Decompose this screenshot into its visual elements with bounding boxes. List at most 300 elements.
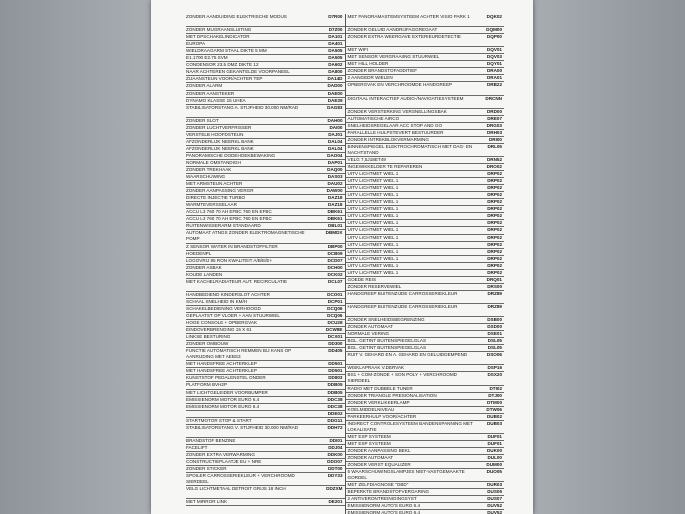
option-description: HANDBEDIEND KINDERSLOT ACHTER [186,291,270,297]
table-row [186,14,345,27]
option-description: AUTOMAAT ATNGS ZONDER ELEKTROMAGNETISCHE POMP [186,230,305,242]
option-code: DRS00 [487,283,502,289]
table-row [346,14,505,27]
table-row [346,372,505,385]
table-row [186,306,345,313]
table-row [186,341,345,348]
table-row [186,279,345,292]
option-description: HANDGREEP BUITENZIJDE CARROSSERIEKLEUR [347,303,458,309]
table-row [346,242,505,249]
option-code: DAL04 [327,145,343,151]
option-description: MET SENSOR VERGRAAIING STUURWIEL [347,54,440,60]
table-row [186,390,345,397]
table-row [186,188,345,195]
option-code: DDI01 [329,437,343,443]
table-row [186,445,345,452]
option-description: ZONDER BRANDSTOFADDITIEF [347,68,418,74]
table-row [186,139,345,146]
option-code: DSD00 [487,324,502,330]
table-row [186,195,345,202]
option-code: DRE07 [487,115,502,121]
option-description: WISKLAPRAAK V.DERVAK [347,365,405,371]
table-row [186,327,345,334]
table-row [186,299,345,306]
option-description: ACCU L3 760 70 AH EFBC 760 EN EFBC [186,216,272,222]
table-row [186,118,345,125]
option-description: MET HANDSFREE ACHTERKLEP [186,361,257,367]
option-description: ZONDER ASBAK [186,264,222,270]
option-description: RUITENWISSERARM STANDAARD [186,223,261,229]
table-row [186,27,345,34]
option-code: DDB05 [327,389,343,395]
option-description: KOELMIDDELNIVEAU [347,406,395,412]
option-description: ZONDER EXTRA WEERGAVE EXTERIEURDETECTIE [347,34,461,40]
option-code: DUM00 [486,462,502,468]
option-description: MET MIRROR LINK [186,499,228,505]
table-row [186,34,345,41]
option-description: INDIRECT CONTROLESYSTEEM BANDENSPANNING MET LOKALISATIE [347,420,473,432]
option-code: DE201 [328,499,343,505]
option-description: UITV LICHTMET WIEL 1 [347,255,399,261]
table-row [346,123,505,130]
table-row [186,459,345,466]
option-code: DDT00 [327,466,343,472]
table-row [346,157,505,164]
option-code: DQP00 [486,34,502,40]
option-description: FACELIFT [186,444,208,450]
option-description: ZONDER SLOT [186,117,219,123]
option-description: RUIT V. GEHARD EN A. GEHARD EN GELUIDDEMPEND [347,352,468,358]
option-description: BGL. GETINT BUITENSPIEGELGLAS [347,345,427,351]
option-code: DD501 [328,368,343,374]
option-code: DQK02 [486,14,502,19]
option-code: DRP02 [487,262,502,268]
table-row [186,348,345,361]
table-row [186,244,345,251]
table-row [186,258,345,265]
option-code: DDK00 [327,451,343,457]
table-row [186,320,345,327]
option-code: DSP16 [487,365,502,371]
table-row [346,291,505,304]
table-row [346,462,505,469]
option-code: DQM00 [486,27,502,33]
option-description: MET WIFI [347,47,369,53]
option-description: ZONDER RESERVEWIEL [347,283,402,289]
table-row [346,82,505,95]
table-row [346,400,505,407]
option-description: ZONDER EXTRA VERWARMING [186,451,255,457]
option-code: DA505 [328,48,343,54]
option-code: DDC38 [327,403,343,409]
option-description: ZONDER GELUID AANDRIJFAGGREGAAT [347,27,438,33]
table-row [346,206,505,213]
option-description: UITV LICHTMET WIEL 1 [347,269,399,275]
option-description: MET KACHELRADIATEUR AUT. RECIRCULATIE [186,278,288,284]
option-description: EINDOVERBRENGING 15 X 61 [186,327,252,333]
option-code: DTM00 [486,399,502,405]
option-code: DAZ18 [327,195,343,201]
option-description: EMISSIENORM MOTOR EURO 6.4 [186,396,260,402]
table-row [346,277,505,284]
option-code: DRP02 [487,248,502,254]
option-description: RADIO MET DUBBELE TUNER [347,385,413,391]
option-description: HOEDENPL [186,250,212,256]
option-description: NORMALE VERING [347,331,390,337]
option-code: DCP01 [327,298,343,304]
option-code: DDH72 [327,424,343,430]
option-description: MET ARMSTEUN ACHTER [186,181,243,187]
option-description: OPBERGVAK EN VERCHROOMDE HANDGREEP [347,82,453,88]
option-description: MET PANORAMASTEMSYSTEEM ACHTER VISIO PARK 1 [347,14,470,19]
option-description: WAARSCHUWING [186,174,226,180]
option-code: DRI00 [488,136,502,142]
option-description: LINKSE BESTURING [186,334,231,340]
table-row [186,174,345,181]
option-code: DDO07 [327,459,343,464]
option-code: DSB00 [487,317,502,323]
option-code: DA602 [328,62,343,68]
option-description: UITV LICHTMET WIEL 1 [347,185,399,191]
option-code: DRP02 [487,234,502,240]
table-row [186,181,345,188]
option-code: DRH03 [486,129,502,135]
option-description: WARMTEVERSSELAAR [186,202,237,208]
option-description: UITV LICHTMET WIEL 1 [347,171,399,177]
option-description: MET HANDSFREE ACHTERKLEP [186,368,257,374]
option-description: ZONDER TRIANGLE PRESIONALISATION [347,392,437,398]
option-description: ZONDER AANPASSING BEKL [347,447,411,453]
table-row [186,265,345,272]
option-description: ZONDER SNELHEIDSBEGRENZING [347,317,425,323]
option-code: DUF01 [487,433,502,439]
option-code: DUL00 [487,455,502,460]
option-code: DRP02 [487,220,502,226]
option-code: DSE01 [487,331,502,337]
table-row [346,34,505,47]
option-description: EMISSIENORM AUTO'S EURO 6.4 [347,503,421,509]
option-code: DAL04 [327,138,343,144]
option-code: DBL01 [327,223,343,229]
option-description: UITV LICHTMET WIEL 1 [347,248,399,254]
table-row [186,466,345,473]
option-description: STABILISATORSTANG V. STIJFHEID 30.000 NM/RAD [186,424,299,430]
option-code: D7R00 [328,14,343,19]
table-row [346,249,505,256]
option-description: 5 WAARSCHUWINGSLAMPJES NIET-VASTGEMAAKTE GORDEL [347,469,465,481]
option-description: BINNENSPIEGEL ELEKTROCHROMATISCH MET DAG- EN NACHTSTAND [347,143,473,155]
table-row [186,105,345,118]
table-row [186,411,345,418]
option-code: DCK02 [327,271,343,277]
option-code: DRP02 [487,255,502,261]
option-description: ZONDER INTREKBLOKVERMARMING [347,136,429,142]
option-description: E1.1700 E2.75 SVM [186,55,228,61]
option-description: UITV LICHTMET WIEL 1 [347,227,399,233]
option-code: DA800 [328,69,343,75]
table-row [346,393,505,400]
table-row [346,338,505,345]
table-row [186,167,345,174]
table-row [186,216,345,223]
option-code: DUB02 [486,413,502,419]
option-code: DDG11 [327,417,343,423]
option-code: DAE00 [327,90,343,96]
option-code: DTJ00 [488,392,502,398]
option-description: EUROPA [186,41,206,47]
option-code: DDY33 [327,473,343,479]
table-row [346,469,505,482]
option-description: SPOILER CARROSSERIEKLEUR + VERCHROOMD SIERDEEL [186,473,295,485]
option-code: DDB05 [327,382,343,388]
desk-background-right [535,0,685,514]
option-description: EMISSIENORM AUTO'S EURO 6.4 [347,510,421,514]
table-row [346,455,505,462]
option-code: DA14D [327,76,343,82]
option-description: ZONDER LUCHTVERFRISSER [186,124,252,130]
option-code: DUR03 [486,482,502,488]
table-row [186,251,345,258]
table-row [346,434,505,441]
option-description: WIELDRAAGARM STAAL DIKTE 5 MM [186,48,267,54]
option-description: BEPERKTE BRANDSTOFVERGARING [347,489,430,495]
options-table [186,14,504,514]
table-row [186,292,345,299]
option-code: DAS03 [327,174,343,180]
table-row [346,130,505,137]
option-description: SNELHEIDSREGELAAR ACC STOP AND GO [347,122,443,128]
table-row [346,489,505,496]
table-row [186,146,345,153]
table-row [346,414,505,421]
table-row [186,361,345,368]
option-code: DAG83 [327,104,343,110]
option-code: DBP00 [327,243,343,249]
option-description: EMISSIENORM MOTOR EURO 6.4 [186,403,260,409]
option-description: ZONDER TREKHAAK [186,167,232,173]
option-description: BS1 + COM-ZONDE + SON POLY + VERCHROOMD SIERDEEL [347,372,457,384]
table-row [346,496,505,503]
option-code: DRP02 [487,171,502,177]
option-description: HOGE CONSOLE + OPBERGVAK [186,320,258,326]
table-row [186,153,345,160]
option-code: DAD00 [327,83,343,89]
table-row [346,178,505,185]
table-row [346,365,505,372]
option-code: DTW06 [486,406,502,412]
option-code: DUS05 [487,489,502,495]
option-description: STARTMOTOR STOP & START [186,417,252,423]
option-code: DCQ06 [327,305,343,311]
option-description: PARALLELLE HULPSTEVERT BESTUURDER [347,129,444,135]
table-row [346,61,505,68]
table-row [346,68,505,75]
option-code: DRP02 [487,178,502,184]
option-code: DBMDX [325,230,343,236]
option-description: PARKEERHULP VOOR/ACHTER [347,413,417,419]
option-code: DAP01 [327,159,343,165]
option-code: DUK00 [486,447,502,453]
option-description: PANORAMISCHE DODEHOEKBEWAKING [186,152,276,158]
table-row [346,27,505,34]
option-description: NORMALE OMSTANDIGH [186,159,241,165]
option-code: DCX01 [327,334,343,340]
option-description: UITV LICHTMET WIEL 1 [347,234,399,240]
right-column [345,14,505,514]
table-row [346,171,505,178]
table-row [346,407,505,414]
table-row [346,503,505,510]
option-code: DUV52 [487,510,502,514]
table-row [186,382,345,389]
option-description: DIRECTE INJECTIE TURBO [186,195,246,201]
option-code: DRP02 [487,213,502,219]
table-row [346,317,505,324]
option-description: Z SENSOR WATER IN BRANDSTOFFILTER [186,243,278,249]
table-row [346,164,505,171]
table-row [186,418,345,425]
option-code: DRD00 [486,108,502,114]
option-description: ZIJAANSTEUN VOOR/ACHTER TEP [186,76,263,82]
option-code: DRP02 [487,185,502,191]
option-description: AFZONDERLIJK NEERKL BANK [186,145,254,151]
option-description: DYNAMO KLASSE 15 UHEA [186,97,246,103]
option-description: ACCU L3 760 70 AH EFBC 760 EN EFBC [186,209,272,215]
option-code: DD405 [328,348,343,354]
option-code: DRP02 [487,206,502,212]
option-description: ZONDER STICKER [186,466,227,472]
option-description: UITV LICHTMET WIEL 1 [347,241,399,247]
option-code: DUF01 [487,440,502,446]
option-code: DSL05 [487,338,502,344]
table-row [346,386,505,393]
option-code: DA505 [328,55,343,61]
option-code: DAJ01 [328,131,343,137]
table-row [186,209,345,216]
option-description: KUNSTSTOF PEDALENSTEL ONDER [186,375,266,381]
option-code: DSO06 [486,352,502,358]
table-row [186,334,345,341]
option-code: DD300 [328,341,343,347]
table-row [186,425,345,438]
table-row [186,438,345,445]
option-code: DRP02 [487,269,502,275]
option-description: VELG 7,5J18ET49 [347,156,386,162]
option-code: DRQ01 [486,276,502,282]
table-row [186,41,345,48]
desk-background-left [0,0,150,514]
table-row [346,192,505,199]
option-description: 2 AANGEDR WIELEN [347,75,393,81]
table-row [346,116,505,123]
option-description: STABILISATORSTANG A. STIJFHEID 30.000 NM/RAD [186,104,299,110]
table-row [186,125,345,132]
option-code: DCD07 [327,257,343,263]
option-code: DD803 [328,375,343,381]
table-row [346,304,505,317]
option-code: DRA01 [486,75,502,81]
option-code: DRA00 [486,68,502,74]
option-description: PLATFORM BVH2P [186,382,228,388]
option-description: VELG LICHTMETAAL DETROIT GRIJS 18 INCH [186,486,286,492]
option-description: 2 ANTIVERONTREINIGINGSYST [347,496,417,502]
option-code: DDE02 [327,410,343,416]
option-code: DDC38 [327,396,343,402]
option-code: DRZ89 [487,303,502,309]
table-row [346,448,505,455]
table-row [346,331,505,338]
option-code: DA101 [328,34,343,40]
option-description: ZONDER AANDUIDING ELEKTRISCHE MODUS [186,14,287,19]
table-row [346,75,505,82]
option-code: DRP02 [487,199,502,205]
option-code: DRP02 [487,241,502,247]
table-row [346,137,505,144]
table-row [346,235,505,242]
option-description: MET HILL HOLDER [347,61,389,67]
option-description: ZONDER OMBOUW [186,341,229,347]
option-description: GOEDE REIS [347,276,377,282]
table-row [186,223,345,230]
table-row [346,54,505,61]
option-code: DQV01 [486,47,502,53]
table-row [346,421,505,434]
table-row [186,499,345,506]
option-description: LOGOVRIJ 85 RON KWALITEIT A/B/E/E+ [186,257,273,263]
option-description: MET ZELFDIAGNOSE "OBD" [347,482,409,488]
option-description: NAAR ACHTEREN GEKANTELDE VOORPANEEL [186,69,290,75]
option-code: DUS07 [487,496,502,502]
option-code: DRO02 [486,164,502,170]
option-code: DBK61 [327,209,343,215]
option-description: CONDENSOR 23.5 DMZ DIKTE 12 [186,62,259,68]
table-row [346,263,505,270]
option-code: DSX20 [487,372,502,378]
option-description: SCHAKELBEDIENING VERHOOGD [186,305,261,311]
option-description: ZONDER VERSTERKING VERSNELLINGSBAK [347,108,447,114]
option-code: DQY01 [486,61,502,67]
option-code: DCW8E [325,327,343,333]
option-description: INGEWIKKELDER TE REPAREREN [347,164,423,170]
option-code: DAQ00 [327,167,343,173]
option-code: DRCNN [485,95,502,101]
option-description: UITV LICHTMET WIEL 1 [347,262,399,268]
option-description: BRANDSTOF BENZINE [186,437,236,443]
option-code: DDZXM [326,486,343,492]
table-row [186,202,345,209]
document-sheet [151,0,533,514]
table-row [346,47,505,54]
option-description: GEPLAATST OP VLOER + AAN STUURWIEL [186,313,280,319]
option-description: ZONDER MUGRAANSLUITING [186,27,252,33]
table-row [186,452,345,459]
table-row [346,220,505,227]
option-description: MET DPSCHAKELINDICATOR [186,34,250,40]
option-description: ZONDER VERST EQUALIZER [347,462,411,468]
table-row [186,404,345,411]
option-code: DAW00 [326,188,343,194]
option-description: MET LICHTGELEIDER VOORBUMPER [186,389,268,395]
table-row [186,98,345,105]
option-code: DRN52 [486,156,502,162]
option-code: D7Z00 [328,27,343,33]
option-code: DUO05 [486,469,502,475]
option-code: DCL07 [327,278,343,284]
option-description: AFZONDERLIJK NEERKL BANK [186,138,254,144]
option-description: AUTOMATISCHE AIRCO [347,115,400,121]
table-row [186,91,345,98]
table-row [346,270,505,277]
